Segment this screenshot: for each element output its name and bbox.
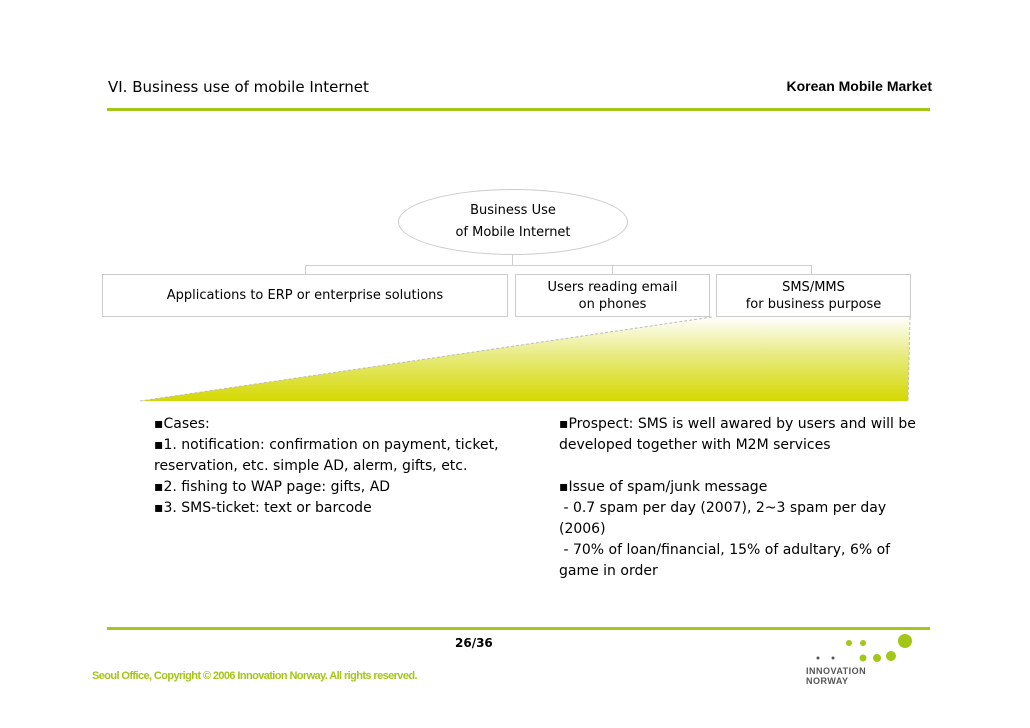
prospect-text	[559, 414, 916, 582]
prospect-line: (2006)	[559, 521, 606, 537]
root-node-line1: Business Use	[470, 203, 556, 218]
cases-line: ▪3. SMS-ticket: text or barcode	[154, 500, 372, 516]
innovation-norway-logo	[806, 666, 866, 686]
prospect-line: ▪Prospect: SMS is well awared by users and will be	[559, 416, 916, 432]
cases-line: ▪1. notification: confirmation on payment, ticket,	[154, 437, 499, 453]
page-number: 26/36	[455, 636, 493, 650]
node-sms-line2: for business purpose	[745, 296, 882, 312]
prospect-line: developed together with M2M services	[559, 437, 831, 453]
header-section-label: Korean Mobile Market	[786, 78, 932, 94]
cases-line: ▪Cases:	[154, 416, 210, 432]
innovation-norway-logo-dots	[815, 630, 915, 666]
prospect-line	[559, 456, 916, 477]
node-email-line1: Users reading email	[547, 279, 678, 295]
node-sms-line1: SMS/MMS	[782, 279, 845, 295]
cases-line: reservation, etc. simple AD, alerm, gifts, etc.	[154, 458, 468, 474]
cases-line: ▪2. fishing to WAP page: gifts, AD	[154, 479, 391, 495]
logo-line1: INNOVATION	[806, 666, 867, 676]
cases-text	[154, 414, 499, 519]
prospect-line: game in order	[559, 563, 658, 579]
footer-divider	[107, 627, 930, 630]
prospect-line: - 0.7 spam per day (2007), 2~3 spam per day	[559, 500, 887, 516]
prospect-line: - 70% of loan/financial, 15% of adultary, 6% of	[559, 542, 891, 558]
root-node-line2: of Mobile Internet	[455, 225, 571, 240]
callout-wedge-fill	[140, 317, 910, 401]
prospect-line: ▪Issue of spam/junk message	[559, 479, 768, 495]
copyright-notice: Seoul Office, Copyright © 2006 Innovation Norway. All rights reserved.	[92, 670, 417, 682]
slide-title: VI. Business use of mobile Internet	[108, 78, 369, 96]
logo-line2: NORWAY	[806, 676, 849, 686]
node-email-line2: on phones	[578, 296, 647, 312]
node-erp-line1: Applications to ERP or enterprise solutions	[166, 288, 444, 303]
